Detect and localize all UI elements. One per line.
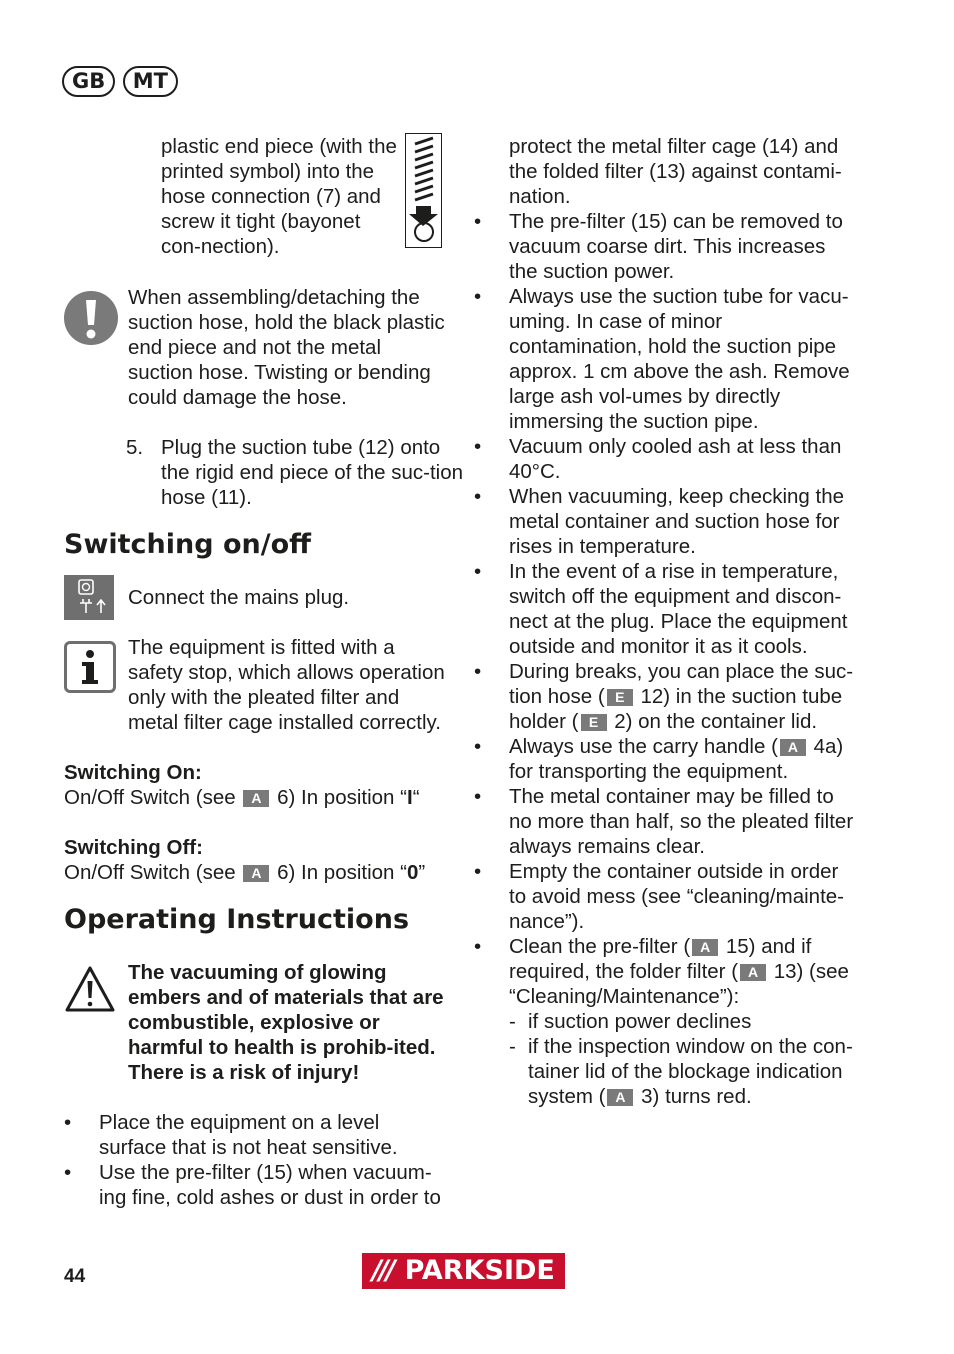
text-run: Clean the pre-filter (	[509, 935, 691, 958]
list-item: • The pre-filter (15) can be removed to vacuum coarse dirt. This increases the suction power.	[474, 209, 858, 284]
text-run: if the inspection window on the con-tainer lid of the blockage indication system (	[528, 1035, 853, 1108]
intro-continuation: plastic end piece (with the printed symbol) into the hose connection (7) and screw it tight (bayonet con-nection).	[161, 135, 397, 258]
connect-plug-text: Connect the mains plug.	[128, 586, 350, 609]
safety-stop-info: The equipment is fitted with a safety stop, which allows operation only with the pleated filter and metal filter cage installed correctly.	[128, 636, 445, 734]
cleaning-conditions-list	[509, 1009, 858, 1109]
switch-ref-text: On/Off Switch (see	[64, 786, 236, 809]
list-item: • Vacuum only cooled ash at less than 40°C.	[474, 434, 858, 484]
figure-ref-badge: A	[607, 1089, 633, 1106]
figure-ref-badge: E	[581, 714, 607, 731]
section-heading-operating: Operating Instructions	[64, 904, 410, 935]
figure-ref-badge: A	[740, 964, 766, 981]
figure-ref-badge: A	[780, 739, 806, 756]
step-5-text: Plug the suction tube (12) onto the rigid end piece of the suc-tion hose (11).	[161, 436, 463, 509]
position-text: 6) In position “	[277, 786, 407, 809]
step-5-number: 5.	[126, 436, 144, 459]
danger-warning-text: The vacuuming of glowing embers and of materials that are combustible, explosive or harmful to health is prohib-ited. There is a risk of injury!	[128, 961, 444, 1084]
switching-on-label: Switching On:	[64, 761, 202, 784]
mains-plug-icon	[64, 575, 114, 620]
figure-ref-badge: A	[692, 939, 718, 956]
list-item	[509, 1034, 858, 1109]
switching-off-block	[64, 835, 444, 885]
list-item: • When vacuuming, keep checking the metal container and suction hose for rises in temperature.	[474, 484, 858, 559]
parkside-logo	[362, 1253, 565, 1289]
logo-wordmark: PARKSIDE	[404, 1255, 555, 1286]
language-badges	[62, 66, 181, 97]
exclamation-note-icon	[64, 291, 118, 345]
text-run: Always use the carry handle (	[509, 735, 778, 758]
info-icon	[64, 641, 116, 693]
text-run: 12) in the suction tube holder (	[509, 685, 843, 733]
bayonet-twist-icon	[405, 133, 442, 248]
position-on-value: I	[406, 786, 413, 809]
text-run: 15) and if required, the folder filter (	[509, 935, 812, 983]
operating-bullets-left	[64, 1110, 446, 1210]
text-run: 3) turns red.	[641, 1085, 752, 1108]
switching-off-label: Switching Off:	[64, 836, 203, 859]
section-heading-switching: Switching on/off	[64, 529, 312, 560]
text-run: 2) on the container lid.	[614, 710, 818, 733]
step-5	[126, 435, 471, 510]
switching-on-line	[64, 785, 444, 810]
list-item	[474, 934, 858, 1109]
list-item	[474, 659, 858, 734]
switching-on-block	[64, 760, 444, 810]
position-text: 6) In position “	[277, 861, 407, 884]
list-item: - if suction power declines	[509, 1009, 858, 1034]
lang-badge-gb: GB	[62, 66, 115, 97]
switch-ref-text: On/Off Switch (see	[64, 861, 236, 884]
list-item: • Place the equipment on a level surface that is not heat sensitive.	[64, 1110, 446, 1160]
logo-slashes: ///	[372, 1255, 393, 1286]
position-off-value: 0	[406, 861, 419, 884]
operating-bullets-right	[474, 209, 858, 1109]
warning-triangle-icon	[64, 965, 116, 1013]
figure-ref-badge: A	[243, 865, 269, 882]
list-item: • In the event of a rise in temperature, switch off the equipment and discon-nect at the plug. Place the equipment outside and monitor it as it cools.	[474, 559, 858, 659]
list-item	[474, 734, 858, 784]
list-item: • Always use the suction tube for vacu-uming. In case of minor contamination, hold the suction pipe approx. 1 cm above the ash. Remove large ash vol-umes by directly immersing the suction pipe.	[474, 284, 858, 434]
switching-off-line	[64, 860, 444, 885]
quote-close: “	[412, 786, 420, 809]
list-item: • The metal container may be filled to no more than half, so the pleated filter always remains clear.	[474, 784, 858, 859]
page-number: 44	[64, 1266, 86, 1287]
right-continuation: protect the metal filter cage (14) and the folded filter (13) against contami-nation.	[509, 135, 842, 208]
figure-ref-badge: A	[243, 790, 269, 807]
lang-badge-mt: MT	[123, 66, 178, 97]
hose-handling-note: When assembling/detaching the suction hose, hold the black plastic end piece and not the metal suction hose. Twisting or bending could damage the hose.	[128, 286, 445, 409]
quote-close: ”	[418, 861, 426, 884]
text-run: 4a) for transporting the equipment.	[509, 735, 844, 783]
text-run: During breaks, you can place the suc-tion hose (	[509, 660, 854, 708]
list-item: • Use the pre-filter (15) when vacuum-ing fine, cold ashes or dust in order to	[64, 1160, 446, 1210]
list-item: • Empty the container outside in order to avoid mess (see “cleaning/mainte-nance”).	[474, 859, 858, 934]
text-run: 13) (see “Cleaning/Maintenance”):	[509, 960, 849, 1008]
figure-ref-badge: E	[607, 689, 633, 706]
